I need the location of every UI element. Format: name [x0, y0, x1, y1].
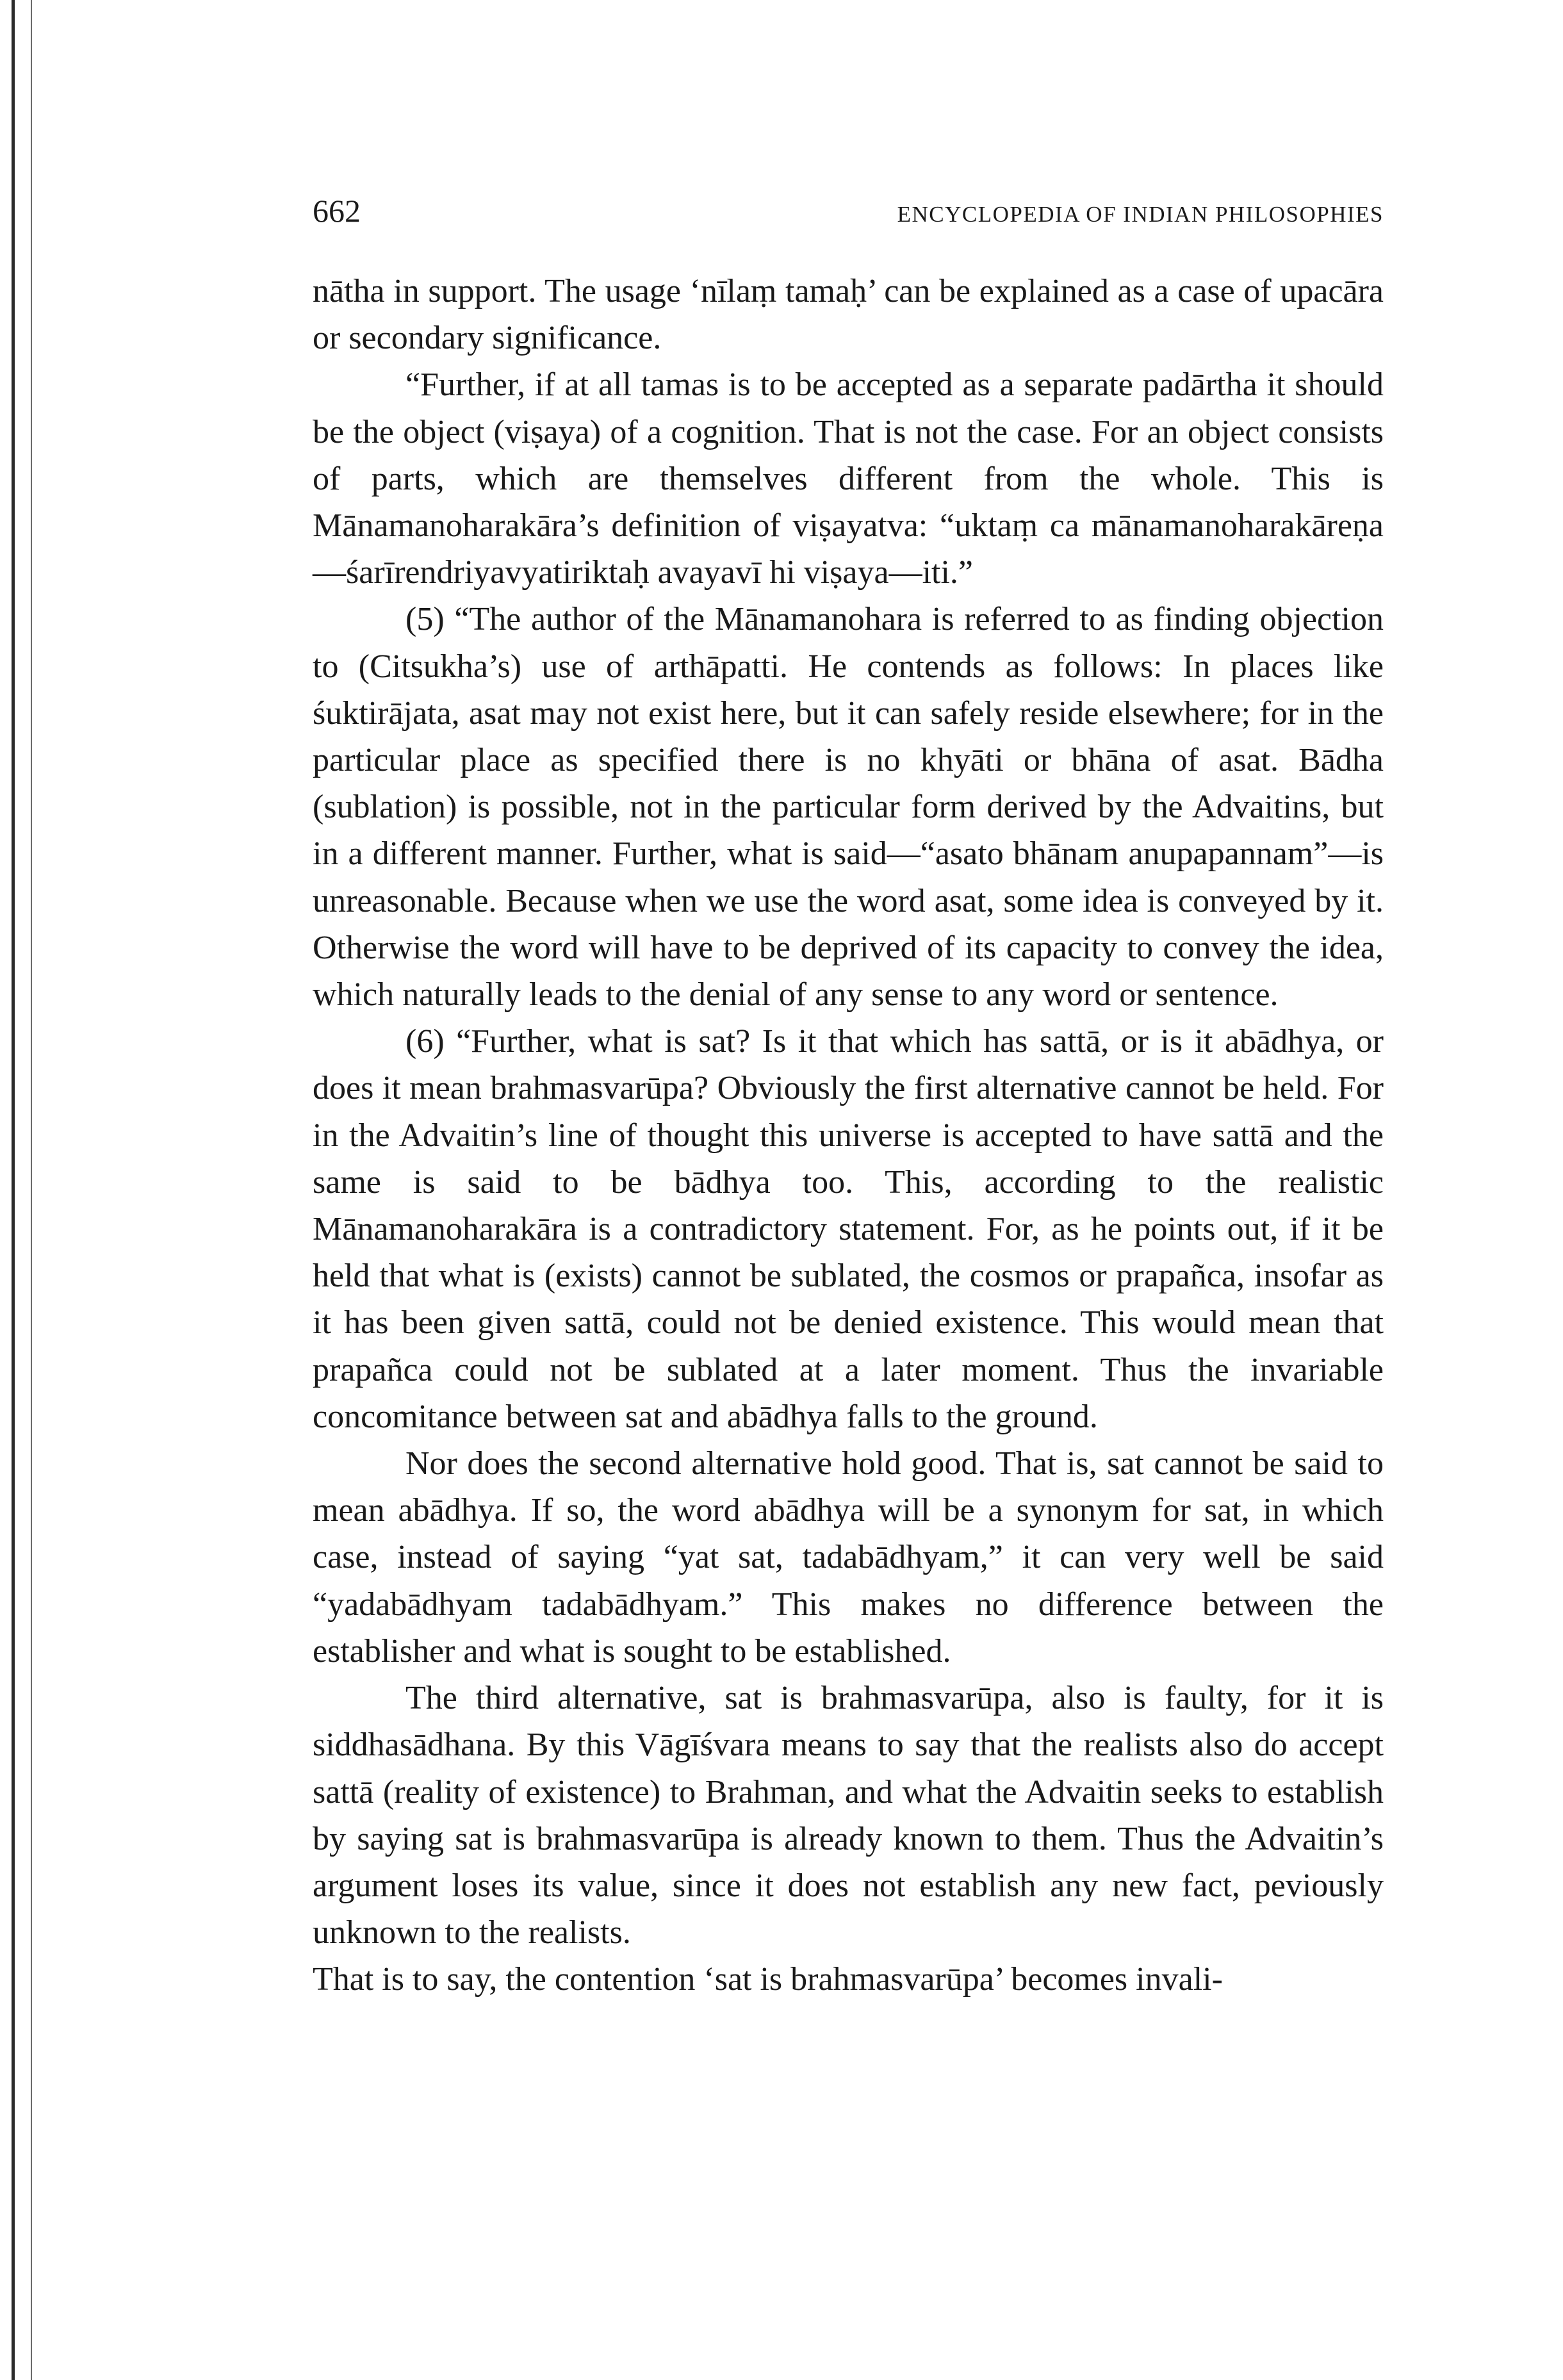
page-number: 662 — [313, 193, 361, 229]
body-text — [313, 268, 1384, 2003]
paragraph: “Further, if at all tamas is to be accepted as a separate padārtha it should be the object (viṣaya) of a cognition. That is not the case. For an object consists of parts, which are themselves different from the whole. This is Mānamanoharakāra’s definition of viṣayatva: “uktaṃ ca mānamanoharakāreṇa—śarīrendriyavyatiriktaḥ avayavī hi viṣaya—iti.” — [313, 366, 1384, 591]
scan-binding-edge — [12, 0, 15, 2380]
book-page — [313, 192, 1384, 2003]
running-title: ENCYCLOPEDIA OF INDIAN PHILOSOPHIES — [897, 202, 1384, 227]
paragraph: (5) “The author of the Mānamanohara is referred to as finding objection to (Citsukha’s) use of arthāpatti. He contends as follows: In places like śuktirājata, asat may not exist here, but it can safely reside elsewhere; for in the particular place as specified there is no khyāti or bhāna of asat. Bādha (sublation) is possible, not in the particular form derived by the Advaitins, but in a different manner. Further, what is said—“asato bhānam anupapannam”—is unreasonable. Because when we use the word asat, some idea is conveyed by it. Otherwise the word will have to be deprived of its capacity to convey the idea, which naturally leads to the denial of any sense to any word or sentence. — [313, 601, 1384, 1014]
paragraph: (6) “Further, what is sat? Is it that which has sattā, or is it abādhya, or does it mean brahmasvarūpa? Obviously the first alternative cannot be held. For in the Advaitin’s line of thought this universe is accepted to have sattā and the same is said to be bādhya too. This, according to the realistic Mānamanoharakāra is a contradictory statement. For, as he points out, if it be held that what is (exists) cannot be sublated, the cosmos or prapañca, insofar as it has been given sattā, could not be denied existence. This would mean that prapañca could not be sublated at a later moment. Thus the invariable concomitance between sat and abādhya falls to the ground. — [313, 1023, 1384, 1435]
running-head — [313, 192, 1384, 229]
final-line: That is to say, the contention ‘sat is brahmasvarūpa’ becomes invali- — [313, 1961, 1223, 1998]
paragraph: Nor does the second alternative hold good. That is, sat cannot be said to mean abādhya. If so, the word abādhya will be a synonym for sat, in which case, instead of saying “yat sat, tadabādhyam,” it can very well be said “yadabādhyam tadabādhyam.” This makes no difference between the establisher and what is sought to be established. — [313, 1445, 1384, 1670]
paragraph: nātha in support. The usage ‘nīlaṃ tamaḥ’ can be explained as a case of upacāra or secondary significance. — [313, 273, 1384, 357]
scan-binding-edge-inner — [31, 0, 32, 2380]
paragraph: The third alternative, sat is brahmasvarūpa, also is faulty, for it is siddhasādhana. By this Vāgīśvara means to say that the realists also do accept sattā (reality of existence) to Brahman, and what the Advaitin seeks to establish by saying sat is brahmasvarūpa is already known to them. Thus the Advaitin’s argument loses its value, since it does not establish any new fact, peviously unknown to the realists. — [313, 1680, 1384, 1951]
